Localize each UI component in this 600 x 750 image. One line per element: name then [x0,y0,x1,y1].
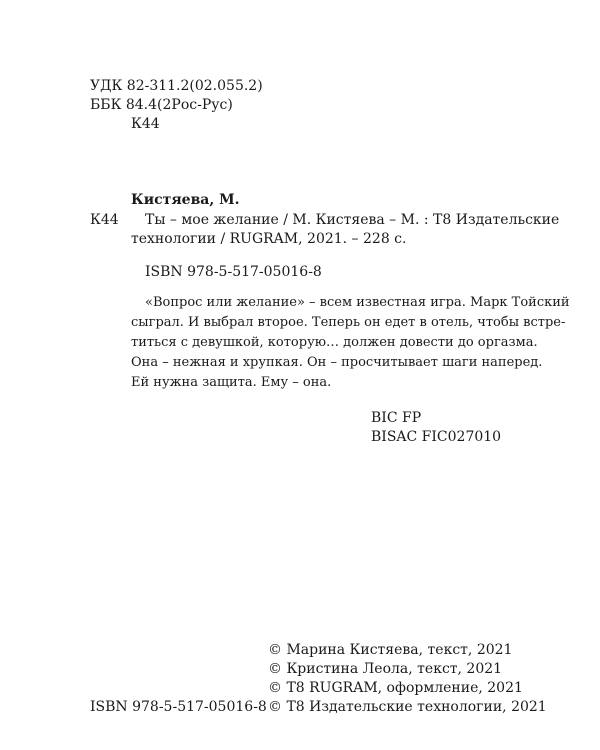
entry-isbn: ISBN 978-5-517-05016-8 [145,264,322,280]
bbk-code: ББК 84.4(2Рос-Рус) [90,97,233,113]
annotation-line-2: сыграл. И выбрал второе. Теперь он едет в отель, чтобы встре- [131,315,566,330]
description-line-2: технологии / RUGRAM, 2021. – 228 с. [131,231,407,247]
annotation-line-1: «Вопрос или желание» – всем известная игра. Марк Тойский [145,295,570,310]
entry-author-mark: К44 [90,212,119,228]
bisac-code: BISAC FIC027010 [371,429,502,445]
udk-code: УДК 82-311.2(02.055.2) [90,78,263,94]
copyright-line-4: © T8 Издательские технологии, 2021 [268,699,547,715]
annotation-line-5: Ей нужна защита. Ему – она. [131,375,332,390]
annotation-line-4: Она – нежная и хрупкая. Он – просчитывает шаги наперед. [131,355,543,370]
author-name: Кистяева, М. [131,192,240,208]
description-line-1: Ты – мое желание / М. Кистяева – М. : T8 Издательские [145,212,560,228]
copyright-line-1: © Марина Кистяева, текст, 2021 [268,642,513,658]
bic-code: BIC FP [371,410,422,426]
footer-isbn: ISBN 978-5-517-05016-8 [90,699,267,715]
copyright-line-3: © T8 RUGRAM, оформление, 2021 [268,680,523,696]
copyright-line-2: © Кристина Леола, текст, 2021 [268,661,503,677]
author-mark: К44 [131,116,160,132]
annotation-line-3: титься с девушкой, которую… должен довести до оргазма. [131,335,538,350]
